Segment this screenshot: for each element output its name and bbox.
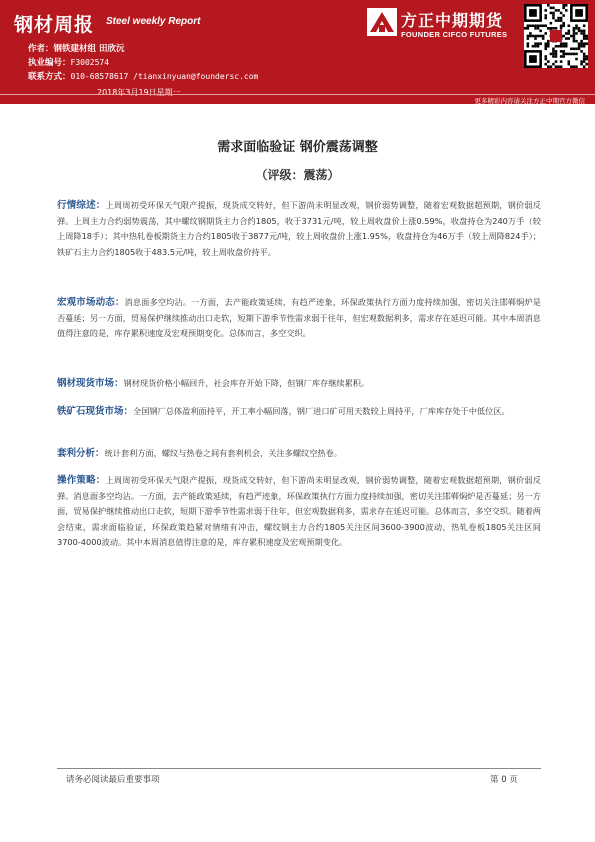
section-text: 全国钢厂总体盈利面持平，开工率小幅回落，钢厂进口矿可用天数较上周持平，厂库库存处于中低位区。 <box>133 406 510 416</box>
report-type-subtitle: Steel weekly Report <box>106 16 201 27</box>
report-title: 需求面临验证 钢价震荡调整 <box>217 140 378 155</box>
section-market-summary <box>57 198 541 260</box>
section-text: 钢材现货价格小幅回升，社会库存开始下降，但钢厂库存继续累积。 <box>123 378 370 388</box>
footer-divider <box>57 768 541 769</box>
contact-line <box>28 70 258 82</box>
company-name-cn: 方正中期期货 <box>401 11 504 30</box>
section-label: 操作策略： <box>57 475 106 486</box>
license-value: F3002574 <box>70 58 110 67</box>
contact-value: 010-68578617 /tianxinyuan@foundersc.com <box>70 72 259 81</box>
qr-code-icon <box>524 4 588 68</box>
wechat-follow-text: 更多精彩内容请关注方正中期官方微信 <box>474 97 585 105</box>
section-label: 行情综述： <box>57 200 106 211</box>
section-text: 统计套利方面，螺纹与热卷之间有套利机会，关注多螺纹空热卷。 <box>104 448 342 458</box>
section-label: 钢材现货市场： <box>57 378 124 389</box>
report-rating: （评级：震荡） <box>255 168 340 182</box>
report-type-title: 钢材周报 <box>14 14 95 36</box>
footer-disclaimer: 请务必阅读最后重要事项 <box>66 775 160 785</box>
author-value: 钢铁建材组 田欣沅 <box>53 44 125 54</box>
section-strategy <box>57 473 541 551</box>
license-line <box>28 56 109 68</box>
report-date: 2018年3月19日星期一 <box>97 88 181 97</box>
report-header <box>0 0 595 104</box>
section-macro <box>57 295 541 342</box>
author-line <box>28 42 124 54</box>
section-steel-spot <box>57 376 541 392</box>
section-label: 铁矿石现货市场： <box>57 406 134 417</box>
author-label: 作者： <box>28 44 54 54</box>
founder-logo-icon <box>367 8 397 36</box>
section-text: 消息面多空均沾。一方面，去产能政策延续，有趋严迹象，环保政策执行方面力度持续加强，密切关注邯郸焖炉是否蔓延；另一方面，贸易保护继续推动出口走软，短期下游季节性需求弱于往年，但宏观数据利多，需求存在延迟可能。其中本周消息值得注意的是，库存累积速度及宏观预期变化。总体而言，多空交织。 <box>57 297 541 338</box>
section-label: 宏观市场动态： <box>57 297 125 308</box>
section-text: 上周周初受环保天气限产提振，现货成交转好，但下游尚未明显改观，钢价弱势调整，随着宏观数据超预期，钢价弱反弹。消息面多空均沾。一方面，去产能政策延续，有趋严迹象，环保政策执行方面力度持续加强，密切关注邯郸焖炉是否蔓延；另一方面，贸易保护继续推动出口走软，短期下游季节性需求弱于往年，但宏观数据利多，需求存在延迟可能。总体而言，多空交织。随着两会结束，需求面临验证，环保政策趋紧对情绪有冲击，螺纹钢主力合约1805关注区间3600-3900波动，热轧卷板1805关注区间3700-4000波动。其中本周消息值得注意的是，库存累积速度及宏观预期变化。 <box>57 475 541 547</box>
section-text: 上周周初受环保天气限产提振，现货成交转好，但下游尚未明显改观，钢价弱势调整，随着宏观数据超预期，钢价弱反弹。上周主力合约弱势震荡，其中螺纹钢期货主力合约1805，收于3731元/吨，较上周收盘价上涨0.59%，收盘持仓为240万手（较上周降18手）；其中热轧卷板期货主力合约1805收于3877元/吨，较上周收盘价上涨1.95%，收盘持仓为46万手（较上周降824手）；铁矿石主力合约1805收于483.5元/吨，较上周收盘价持平。 <box>57 200 541 257</box>
license-label: 执业编号： <box>28 58 71 68</box>
contact-label: 联系方式： <box>28 72 71 82</box>
page-number: 第 0 页 <box>490 775 518 785</box>
section-iron-ore-spot <box>57 404 541 420</box>
section-arbitrage <box>57 446 541 462</box>
company-name-en: FOUNDER CIFCO FUTURES <box>401 30 508 39</box>
section-label: 套利分析： <box>57 448 105 459</box>
